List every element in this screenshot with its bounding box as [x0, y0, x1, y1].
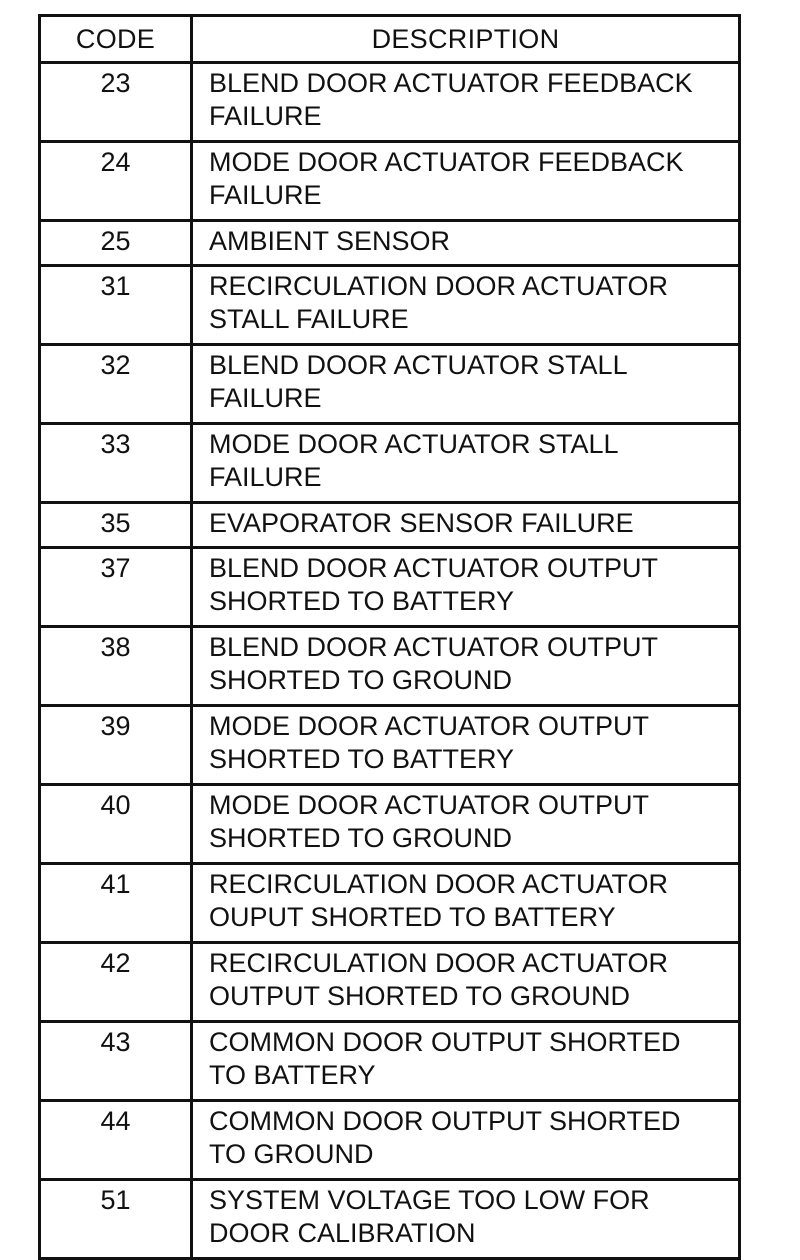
description-line: TO GROUND: [209, 1139, 374, 1169]
description-line: RECIRCULATION DOOR ACTUATOR: [209, 869, 669, 899]
description-line: OUTPUT SHORTED TO GROUND: [209, 981, 631, 1011]
description-line: SHORTED TO BATTERY: [209, 586, 515, 616]
description-line: FAILURE: [209, 383, 322, 413]
description-line: FAILURE: [209, 180, 322, 210]
description-line: DOOR CALIBRATION: [209, 1218, 476, 1248]
description-line: BLEND DOOR ACTUATOR OUTPUT: [209, 632, 659, 662]
description-line: AMBIENT SENSOR: [209, 226, 451, 256]
description-cell: [192, 142, 740, 221]
description-line: RECIRCULATION DOOR ACTUATOR: [209, 948, 669, 978]
description-line: BLEND DOOR ACTUATOR FEEDBACK: [209, 68, 693, 98]
description-cell: [192, 424, 740, 503]
description-line: SYSTEM VOLTAGE TOO LOW FOR: [209, 1185, 650, 1215]
table-row: [40, 424, 740, 503]
table-row: [40, 1180, 740, 1259]
code-cell: 44: [40, 1101, 192, 1180]
table-row: [40, 142, 740, 221]
table-row: [40, 943, 740, 1022]
description-line: SHORTED TO GROUND: [209, 823, 513, 853]
description-cell: [192, 503, 740, 548]
description-cell: [192, 1180, 740, 1259]
description-cell: [192, 1022, 740, 1101]
code-cell: 35: [40, 503, 192, 548]
description-column-header: DESCRIPTION: [192, 16, 740, 63]
code-cell: 43: [40, 1022, 192, 1101]
description-line: BLEND DOOR ACTUATOR OUTPUT: [209, 553, 659, 583]
code-cell: 40: [40, 785, 192, 864]
description-line: BLEND DOOR ACTUATOR STALL: [209, 350, 628, 380]
code-cell: 37: [40, 548, 192, 627]
table-row: [40, 864, 740, 943]
description-cell: [192, 706, 740, 785]
description-cell: [192, 1101, 740, 1180]
description-cell: [192, 345, 740, 424]
table-row: [40, 548, 740, 627]
description-cell: [192, 864, 740, 943]
code-column-header: CODE: [40, 16, 192, 63]
header-row: [40, 16, 740, 63]
table-row: [40, 785, 740, 864]
code-cell: 33: [40, 424, 192, 503]
description-line: MODE DOOR ACTUATOR OUTPUT: [209, 711, 650, 741]
code-cell: 25: [40, 221, 192, 266]
description-line: OUPUT SHORTED TO BATTERY: [209, 902, 616, 932]
description-line: COMMON DOOR OUTPUT SHORTED: [209, 1027, 681, 1057]
table-row: [40, 221, 740, 266]
description-line: COMMON DOOR OUTPUT SHORTED: [209, 1106, 681, 1136]
description-line: MODE DOOR ACTUATOR STALL: [209, 429, 619, 459]
code-cell: 32: [40, 345, 192, 424]
diagnostic-code-sheet: [38, 14, 738, 1260]
table-row: [40, 345, 740, 424]
table-row: [40, 503, 740, 548]
code-table-body: [40, 63, 740, 1259]
description-line: EVAPORATOR SENSOR FAILURE: [209, 508, 634, 538]
code-cell: 41: [40, 864, 192, 943]
description-cell: [192, 63, 740, 142]
code-cell: 24: [40, 142, 192, 221]
table-row: [40, 627, 740, 706]
description-line: RECIRCULATION DOOR ACTUATOR: [209, 271, 669, 301]
description-line: MODE DOOR ACTUATOR FEEDBACK: [209, 147, 684, 177]
description-cell: [192, 221, 740, 266]
description-cell: [192, 266, 740, 345]
table-row: [40, 63, 740, 142]
code-cell: 39: [40, 706, 192, 785]
description-line: TO BATTERY: [209, 1060, 376, 1090]
code-cell: 51: [40, 1180, 192, 1259]
table-row: [40, 706, 740, 785]
description-line: FAILURE: [209, 101, 322, 131]
description-line: MODE DOOR ACTUATOR OUTPUT: [209, 790, 650, 820]
diagnostic-code-table: [38, 14, 741, 1260]
table-row: [40, 1101, 740, 1180]
description-line: SHORTED TO GROUND: [209, 665, 513, 695]
description-line: SHORTED TO BATTERY: [209, 744, 515, 774]
code-cell: 42: [40, 943, 192, 1022]
code-cell: 23: [40, 63, 192, 142]
description-cell: [192, 548, 740, 627]
description-cell: [192, 943, 740, 1022]
description-line: FAILURE: [209, 462, 322, 492]
code-cell: 31: [40, 266, 192, 345]
description-cell: [192, 785, 740, 864]
code-cell: 38: [40, 627, 192, 706]
table-row: [40, 266, 740, 345]
description-line: STALL FAILURE: [209, 304, 409, 334]
table-row: [40, 1022, 740, 1101]
description-cell: [192, 627, 740, 706]
